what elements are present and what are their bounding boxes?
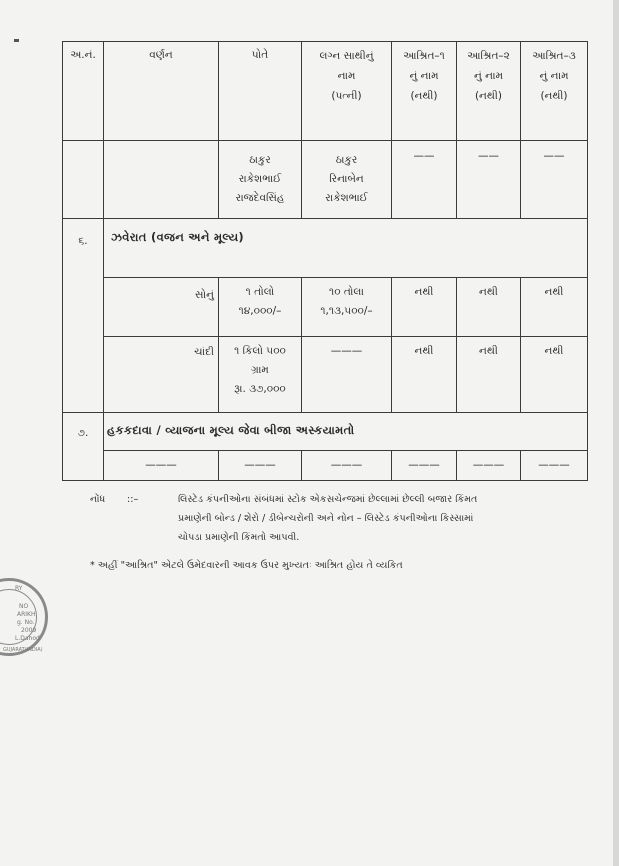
section-7-dependent-3: ——— xyxy=(538,459,570,471)
section-7-dependent-2: ——— xyxy=(472,459,505,471)
table-border-top xyxy=(62,41,588,42)
table-col-line xyxy=(103,41,104,481)
section-7-self: ——— xyxy=(244,459,276,471)
table-border-right xyxy=(587,41,588,481)
section-7-dependent-1: ——— xyxy=(408,459,440,471)
stamp-text: GUJARAT(INDIA) xyxy=(3,647,43,653)
stamp-text: g. No. xyxy=(17,619,35,626)
note-line-1: લિસ્ટેડ કંપનીઓના સંબંધમાં સ્ટોક એકસચેન્જમાં છેલ્લામાં છેલ્લી બજાર કિંમત xyxy=(178,494,478,505)
gold-dependent-1: નથી xyxy=(414,286,434,298)
corner-mark xyxy=(14,39,19,42)
dependent-3-name: —— xyxy=(543,150,565,162)
gold-self: ૧ તોલો ૧૪,૦૦૦/– xyxy=(238,286,282,317)
section-7-number: ૭. xyxy=(77,427,89,439)
table-line xyxy=(62,218,588,219)
page-edge xyxy=(613,0,619,866)
gold-label: સોનું xyxy=(195,289,214,301)
header-description: વર્ણન xyxy=(149,49,173,61)
dependent-2-name: —— xyxy=(478,150,499,162)
seal-stamp xyxy=(0,578,48,656)
silver-label: ચાંદી xyxy=(194,346,214,358)
gold-spouse: ૧૦ તોલા ૧,૧૩,૫૦૦/– xyxy=(320,286,373,317)
table-line xyxy=(103,450,588,451)
section-6-number: ૬. xyxy=(78,235,88,247)
gold-dependent-3: નથી xyxy=(544,286,564,298)
header-spouse: લગ્ન સાથીનું નામ (પત્ની) xyxy=(319,50,374,102)
stamp-text: 2009 xyxy=(21,627,37,634)
silver-dependent-3: નથી xyxy=(544,345,564,357)
section-7-title: હકકદાવા / વ્યાજના મૂલ્ય જેવા બીજા અસ્કયામતો xyxy=(107,423,355,437)
table-line xyxy=(62,412,588,413)
table-line xyxy=(103,336,588,337)
note-label: નોંધ xyxy=(90,494,106,505)
section-7-description: ——— xyxy=(145,459,177,471)
self-name: ઠાકુર રાકેશભાઈ રાજદેવસિંહ xyxy=(235,154,285,204)
silver-dependent-1: નથી xyxy=(414,345,434,357)
footnote: * અહીં "આશ્રિત" એટલે ઉમેદવારની આવક ઉપર મુખ્યતઃ આશ્રિત હોય તે વ્યકિત xyxy=(90,560,403,571)
header-dependent-3: આશ્રિત–૩ નું નામ (નથી) xyxy=(532,50,576,102)
stamp-text: L.Dahod xyxy=(15,635,40,642)
stamp-text: NO xyxy=(19,603,29,610)
note-separator: ::– xyxy=(127,494,139,505)
silver-spouse: ——— xyxy=(330,345,363,357)
stamp-text: RY xyxy=(15,585,23,592)
header-self: પોતે xyxy=(251,49,269,61)
note-line-3: ચોપડા પ્રમાણેની કિંમતો આપવી. xyxy=(178,532,300,543)
stamp-text: ARIKH xyxy=(17,611,36,618)
table-line xyxy=(62,140,588,141)
silver-dependent-2: નથી xyxy=(479,345,498,357)
header-serial: અ.નં. xyxy=(70,49,96,61)
section-7-spouse: ——— xyxy=(330,459,363,471)
header-dependent-2: આશ્રિત–૨ નું નામ (નથી) xyxy=(467,50,510,102)
note-line-2: પ્રમાણેની બોન્ડ / શેરો / ડીબેન્ચરોની અને નોન – લિસ્ટેડ કંપનીઓના કિસ્સામાં xyxy=(178,513,474,524)
header-dependent-1: આશ્રિત–૧ નું નામ (નથી) xyxy=(403,50,445,102)
silver-self: ૧ કિલો ૫૦૦ ગ્રામ રૂા. ૩૭,૦૦૦ xyxy=(234,345,286,395)
table-line xyxy=(103,277,588,278)
dependent-1-name: —— xyxy=(413,150,435,162)
table-border-bottom xyxy=(62,480,588,481)
spouse-name: ઠાકુર રિનાબેન રાકેશભાઈ xyxy=(325,154,368,204)
table-border-left xyxy=(62,41,63,481)
gold-dependent-2: નથી xyxy=(479,286,498,298)
section-6-title: ઝવેરાત (વજન અને મૂલ્ય) xyxy=(111,230,244,244)
